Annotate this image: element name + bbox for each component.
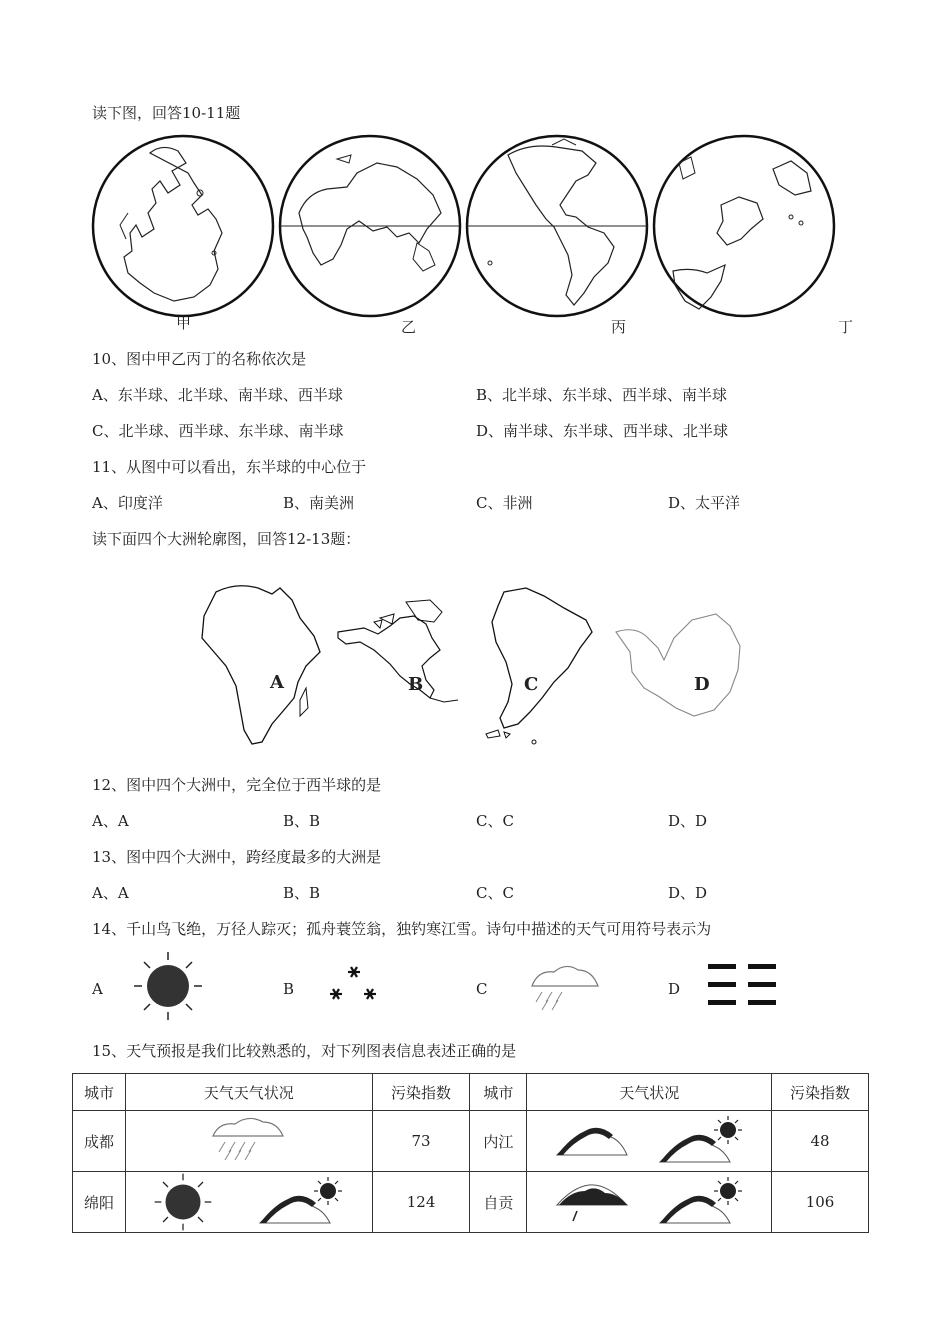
fog-icon [708, 962, 778, 1008]
cloudy-icon [555, 1121, 631, 1161]
q13-option-b: B、B [283, 884, 321, 902]
q10-option-c: C、北半球、西半球、东半球、南半球 [92, 422, 344, 440]
weather-mianyang [125, 1172, 372, 1233]
q11-option-a: A、印度洋 [92, 494, 163, 512]
cloudy-sun-icon [658, 1116, 744, 1166]
q10-option-b: B、北半球、东半球、西半球、南半球 [476, 386, 728, 404]
q12-option-c: C、C [476, 812, 514, 830]
q13-option-a: A、A [92, 884, 129, 902]
header-city-right: 城市 [470, 1074, 527, 1111]
q11-option-d: D、太平洋 [668, 494, 741, 512]
q14-option-a: A [92, 980, 103, 998]
q14-option-d: D [668, 980, 681, 998]
q14-question: 14、千山鸟飞绝，万径人踪灭；孤舟蓑笠翁，独钓寒江雪。诗句中描述的天气可用符号表示为 [92, 920, 712, 938]
q12-question: 12、图中四个大洲中，完全位于西半球的是 [92, 776, 382, 794]
overcast-rain-icon [555, 1177, 631, 1227]
globe-label-bing: 丙 [611, 318, 627, 336]
continent-south-america [482, 586, 602, 746]
table-row [73, 1172, 869, 1233]
header-weather-left: 天气天气状况 [125, 1074, 372, 1111]
q12-option-a: A、A [92, 812, 129, 830]
q13-option-c: C、C [476, 884, 514, 902]
continent-label-d: D [694, 674, 710, 695]
intro-10-11: 读下图，回答10-11题 [92, 104, 241, 122]
table-row [73, 1111, 869, 1172]
sun-icon [132, 950, 204, 1022]
globe-bing [464, 133, 650, 319]
index-neijiang: 48 [772, 1111, 869, 1172]
globe-label-jia: 甲 [176, 314, 192, 332]
q14-option-b: B [283, 980, 295, 998]
continent-label-c: C [524, 674, 539, 695]
q15-question: 15、天气预报是我们比较熟悉的，对下列图表信息表述正确的是 [92, 1042, 517, 1060]
q10-question: 10、图中甲乙丙丁的名称依次是 [92, 350, 307, 368]
continent-label-b: B [408, 674, 424, 695]
weather-zigong [527, 1172, 772, 1233]
city-neijiang: 内江 [470, 1111, 527, 1172]
globe-ding [651, 133, 837, 319]
intro-12-13: 读下面四个大洲轮廓图，回答12-13题： [92, 530, 361, 548]
q12-option-d: D、D [668, 812, 708, 830]
rain-cloud-icon [528, 962, 602, 1012]
city-zigong: 自贡 [470, 1172, 527, 1233]
header-index-right: 污染指数 [772, 1074, 869, 1111]
q11-option-c: C、非洲 [476, 494, 533, 512]
continent-africa [196, 582, 326, 752]
q10-option-a: A、东半球、北半球、南半球、西半球 [92, 386, 343, 404]
q11-question: 11、从图中可以看出，东半球的中心位于 [92, 458, 367, 476]
header-weather-right: 天气状况 [527, 1074, 772, 1111]
rain-cloud-icon [209, 1114, 289, 1164]
q14-option-c: C [476, 980, 488, 998]
q12-option-b: B、B [283, 812, 321, 830]
weather-neijiang [527, 1111, 772, 1172]
globe-label-yi: 乙 [401, 318, 417, 336]
weather-chengdu [125, 1111, 372, 1172]
header-index-left: 污染指数 [372, 1074, 470, 1111]
weather-table [72, 1073, 869, 1233]
q13-question: 13、图中四个大洲中，跨经度最多的大洲是 [92, 848, 382, 866]
snow-icon [326, 962, 382, 1006]
city-mianyang: 绵阳 [73, 1172, 126, 1233]
continent-antarctica [612, 612, 752, 722]
cloudy-sun-icon [258, 1177, 344, 1227]
q10-option-d: D、南半球、东半球、西半球、北半球 [476, 422, 729, 440]
q13-option-d: D、D [668, 884, 708, 902]
cloudy-sun-icon [658, 1177, 744, 1227]
sun-icon [153, 1172, 213, 1232]
globe-label-ding: 丁 [838, 318, 854, 336]
continent-north-america [334, 598, 464, 718]
q11-option-b: B、南美洲 [283, 494, 355, 512]
city-chengdu: 成都 [73, 1111, 126, 1172]
index-chengdu: 73 [372, 1111, 470, 1172]
globe-yi [277, 133, 463, 319]
continent-label-a: A [270, 672, 284, 693]
index-mianyang: 124 [372, 1172, 470, 1233]
index-zigong: 106 [772, 1172, 869, 1233]
globe-jia [90, 133, 276, 319]
header-city-left: 城市 [73, 1074, 126, 1111]
